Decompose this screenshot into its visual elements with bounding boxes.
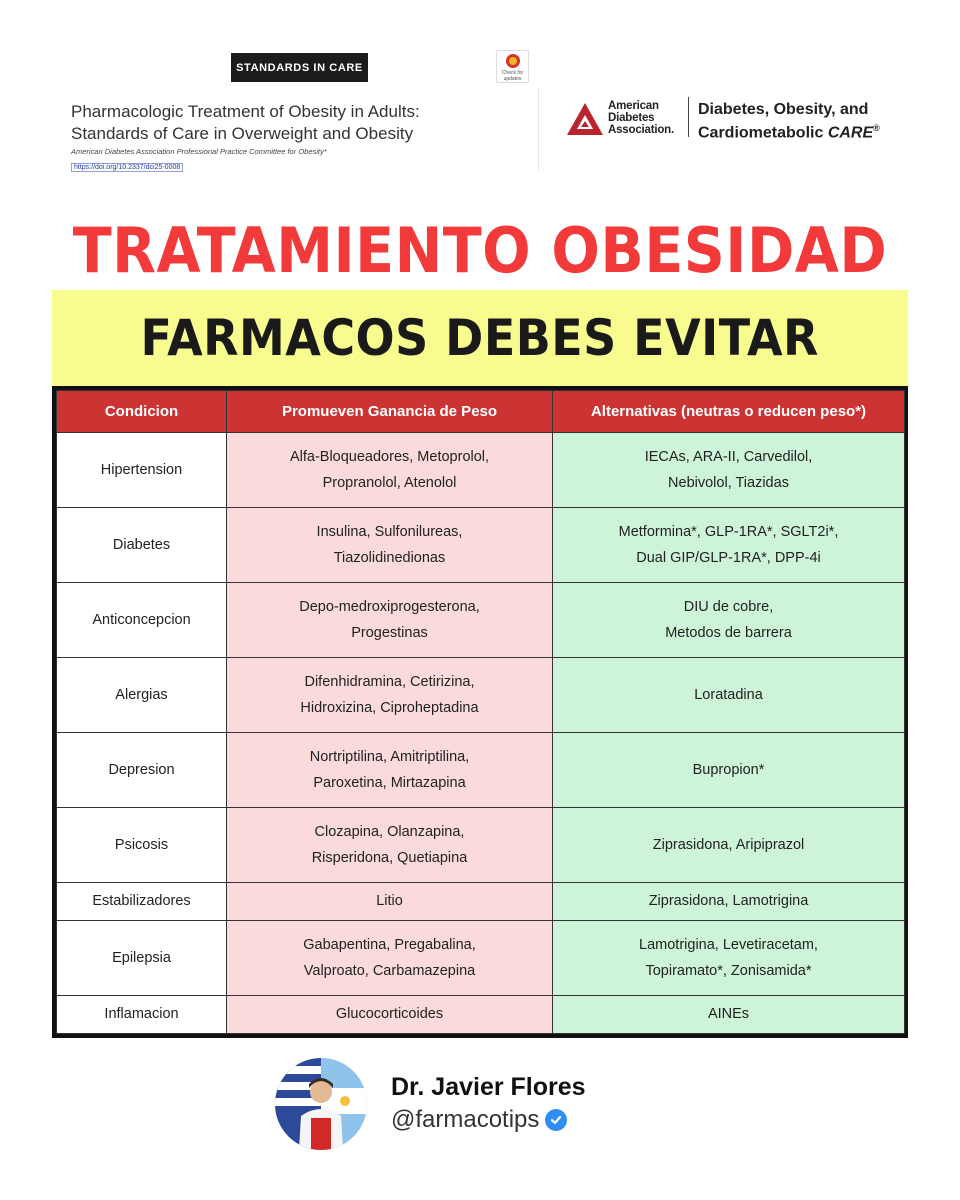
- weight-gain-cell: [227, 582, 553, 657]
- weight-gain-cell: [227, 507, 553, 582]
- table-row: [57, 807, 905, 882]
- weight-gain-cell: [227, 807, 553, 882]
- weight-gain-cell-line-2: Paroxetina, Mirtazapina: [313, 774, 466, 791]
- weight-gain-cell: [227, 732, 553, 807]
- weight-gain-cell-line-2: Risperidona, Quetiapina: [311, 849, 468, 866]
- weight-gain-cell-line-1: Nortriptilina, Amitriptilina,: [309, 748, 470, 765]
- condition-cell: [57, 433, 227, 508]
- ada-line-1: American: [608, 100, 659, 112]
- subtitle: FARMACOS DEBES EVITAR: [140, 309, 820, 367]
- journal-care-text: CARE: [827, 124, 874, 142]
- check-for-updates-badge[interactable]: [496, 50, 529, 83]
- condition-cell-line-1: Epilepsia: [112, 949, 171, 966]
- weight-gain-cell-line-2: Progestinas: [351, 624, 428, 641]
- alternatives-cell-line-2: Nebivolol, Tiazidas: [668, 474, 789, 491]
- condition-cell: [57, 882, 227, 920]
- alternatives-cell: [553, 507, 905, 582]
- condition-cell: [57, 582, 227, 657]
- table-row: [57, 882, 905, 920]
- condition-cell: [57, 657, 227, 732]
- weight-gain-cell-line-2: Hidroxizina, Ciproheptadina: [300, 699, 479, 716]
- ada-logo-icon: [566, 102, 604, 136]
- condition-cell: [57, 920, 227, 995]
- condition-cell-line-1: Diabetes: [112, 536, 171, 553]
- check-updates-label: Check for updates: [501, 70, 524, 82]
- alternatives-cell-line-1: Bupropion*: [692, 761, 765, 778]
- condition-cell: [57, 507, 227, 582]
- table-row: [57, 433, 905, 508]
- condition-cell-line-1: Anticoncepcion: [92, 611, 191, 628]
- weight-gain-cell-line-1: Depo-medroxiprogesterona,: [299, 598, 480, 615]
- journal-name: [698, 101, 880, 142]
- condition-cell-line-1: Psicosis: [114, 836, 169, 853]
- alternatives-cell-line-1: Loratadina: [694, 686, 763, 703]
- ada-wordmark: [608, 100, 674, 136]
- weight-gain-cell-line-1: Glucocorticoides: [335, 1006, 444, 1023]
- alternatives-cell-line-1: Lamotrigina, Levetiracetam,: [639, 936, 818, 953]
- paper-committee: American Diabetes Association Professional Practice Committee for Obesity*: [71, 147, 327, 156]
- weight-gain-cell-line-1: Gabapentina, Pregabalina,: [303, 936, 476, 953]
- paper-title-line-2: Standards of Care in Overweight and Obesity: [71, 124, 414, 143]
- alternatives-cell: [553, 807, 905, 882]
- table-row: [57, 657, 905, 732]
- alternatives-cell: [553, 920, 905, 995]
- avatar-image-icon: [275, 1058, 367, 1150]
- condition-cell: [57, 732, 227, 807]
- journal-line-2: [698, 119, 880, 142]
- table-row: [57, 507, 905, 582]
- alternatives-cell-line-1: AINEs: [707, 1006, 750, 1023]
- main-title: TRATAMIENTO OBESIDAD: [72, 214, 888, 287]
- alternatives-cell-line-1: IECAs, ARA-II, Carvedilol,: [644, 448, 813, 465]
- weight-gain-cell-line-1: Insulina, Sulfonilureas,: [316, 523, 463, 540]
- table-row: [57, 732, 905, 807]
- author-name: Dr. Javier Flores: [391, 1073, 586, 1101]
- journal-line-2-text: Cardiometabolic: [698, 124, 828, 142]
- condition-cell: [57, 807, 227, 882]
- condition-cell-line-1: Alergias: [115, 686, 168, 703]
- author-avatar: [275, 1058, 367, 1150]
- alternatives-cell: [553, 433, 905, 508]
- table-header-row: [57, 391, 905, 433]
- header-alternatives: Alternativas (neutras o reducen peso*): [553, 391, 905, 433]
- alternatives-cell-line-1: Metformina*, GLP-1RA*, SGLT2i*,: [618, 523, 839, 540]
- ada-line-3: Association.: [608, 124, 674, 136]
- condition-cell-line-1: Depresion: [108, 761, 175, 778]
- subtitle-band: [52, 290, 908, 386]
- weight-gain-cell-line-1: Litio: [376, 893, 403, 910]
- weight-gain-cell-line-1: Alfa-Bloqueadores, Metoprolol,: [289, 448, 490, 465]
- alternatives-cell: [553, 582, 905, 657]
- journal-registered-mark: ®: [873, 123, 880, 133]
- alternatives-cell-line-2: Metodos de barrera: [665, 624, 792, 641]
- weight-gain-cell: [227, 882, 553, 920]
- logo-separator: [688, 97, 689, 137]
- author-handle: @farmacotips: [391, 1106, 540, 1133]
- table-row: [57, 995, 905, 1033]
- table-row: [57, 920, 905, 995]
- doi-link[interactable]: https://doi.org/10.2337/dci25-0008: [71, 163, 183, 172]
- condition-cell-line-1: Hipertension: [100, 461, 183, 478]
- journal-line-1: Diabetes, Obesity, and: [698, 101, 869, 118]
- header-weight-gain: Promueven Ganancia de Peso: [227, 391, 553, 433]
- alternatives-cell: [553, 995, 905, 1033]
- weight-gain-cell-line-1: Clozapina, Olanzapina,: [314, 823, 465, 840]
- alternatives-cell-line-2: Dual GIP/GLP-1RA*, DPP-4i: [636, 549, 821, 566]
- alternatives-cell: [553, 882, 905, 920]
- paper-title: [71, 101, 511, 145]
- weight-gain-cell-line-1: Difenhidramina, Cetirizina,: [304, 673, 475, 690]
- alternatives-cell-line-1: Ziprasidona, Lamotrigina: [648, 893, 809, 910]
- standards-in-care-badge: STANDARDS IN CARE: [231, 53, 368, 82]
- weight-gain-cell: [227, 657, 553, 732]
- weight-gain-cell-line-2: Tiazolidinedionas: [333, 549, 446, 566]
- paper-title-line-1: Pharmacologic Treatment of Obesity in Adults:: [71, 102, 420, 121]
- alternatives-cell: [553, 732, 905, 807]
- header-condition: Condicion: [57, 391, 227, 433]
- check-updates-icon: [506, 54, 520, 68]
- drug-table: [52, 386, 908, 1038]
- condition-cell-line-1: Inflamacion: [104, 1006, 179, 1023]
- header-divider: [538, 88, 539, 170]
- verified-check-icon: [545, 1109, 567, 1131]
- weight-gain-cell: [227, 995, 553, 1033]
- weight-gain-cell-line-2: Propranolol, Atenolol: [322, 474, 457, 491]
- alternatives-cell: [553, 657, 905, 732]
- condition-cell-line-1: Estabilizadores: [92, 893, 191, 910]
- table-row: [57, 582, 905, 657]
- alternatives-cell-line-2: Topiramato*, Zonisamida*: [645, 962, 812, 979]
- weight-gain-cell-line-2: Valproato, Carbamazepina: [303, 962, 476, 979]
- condition-cell: [57, 995, 227, 1033]
- alternatives-cell-line-1: Ziprasidona, Aripiprazol: [652, 836, 805, 853]
- author-handle-row[interactable]: [391, 1106, 567, 1134]
- weight-gain-cell: [227, 433, 553, 508]
- weight-gain-cell: [227, 920, 553, 995]
- alternatives-cell-line-1: DIU de cobre,: [683, 598, 774, 615]
- ada-line-2: Diabetes: [608, 112, 655, 124]
